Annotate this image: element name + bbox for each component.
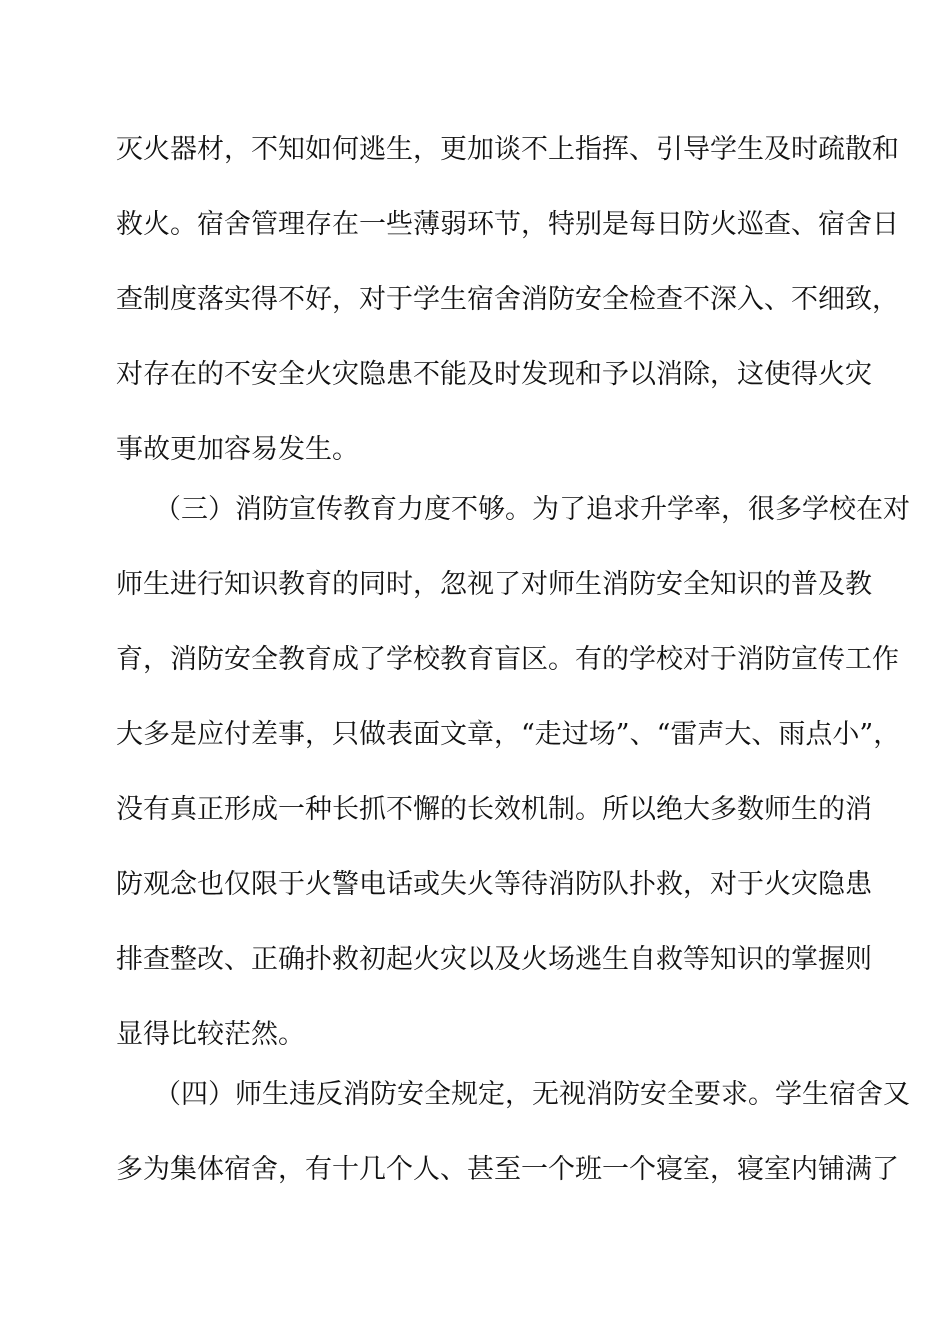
- text-line: 灭火器材，不知如何逃生，更加谈不上指挥、引导学生及时疏散和: [116, 134, 899, 165]
- text-line: 事故更加容易发生。: [116, 434, 359, 465]
- text-line: 多为集体宿舍，有十几个人、甚至一个班一个寝室，寝室内铺满了: [116, 1154, 899, 1185]
- text-line: 查制度落实得不好，对于学生宿舍消防安全检查不深入、不细致，: [116, 284, 899, 315]
- text-line: 大多是应付差事，只做表面文章，“走过场”、“雷声大、雨点小”，: [116, 719, 901, 750]
- text-line: 对存在的不安全火灾隐患不能及时发现和予以消除，这使得火灾: [116, 359, 872, 390]
- text-line: 显得比较茫然。: [116, 1019, 305, 1050]
- text-line: 育，消防安全教育成了学校教育盲区。有的学校对于消防宣传工作: [116, 644, 899, 675]
- text-line: 救火。宿舍管理存在一些薄弱环节，特别是每日防火巡查、宿舍日: [116, 209, 899, 240]
- text-line: 排查整改、正确扑救初起火灾以及火场逃生自救等知识的掌握则: [116, 944, 872, 975]
- text-line: 没有真正形成一种长抓不懈的长效机制。所以绝大多数师生的消: [116, 794, 872, 825]
- text-line: 防观念也仅限于火警电话或失火等待消防队扑救，对于火灾隐患: [116, 869, 872, 900]
- text-line: 师生进行知识教育的同时，忽视了对师生消防安全知识的普及教: [116, 569, 872, 600]
- section-heading-line: （四）师生违反消防安全规定，无视消防安全要求。学生宿舍又: [154, 1079, 910, 1110]
- section-heading-line: （三）消防宣传教育力度不够。为了追求升学率，很多学校在对: [154, 494, 910, 525]
